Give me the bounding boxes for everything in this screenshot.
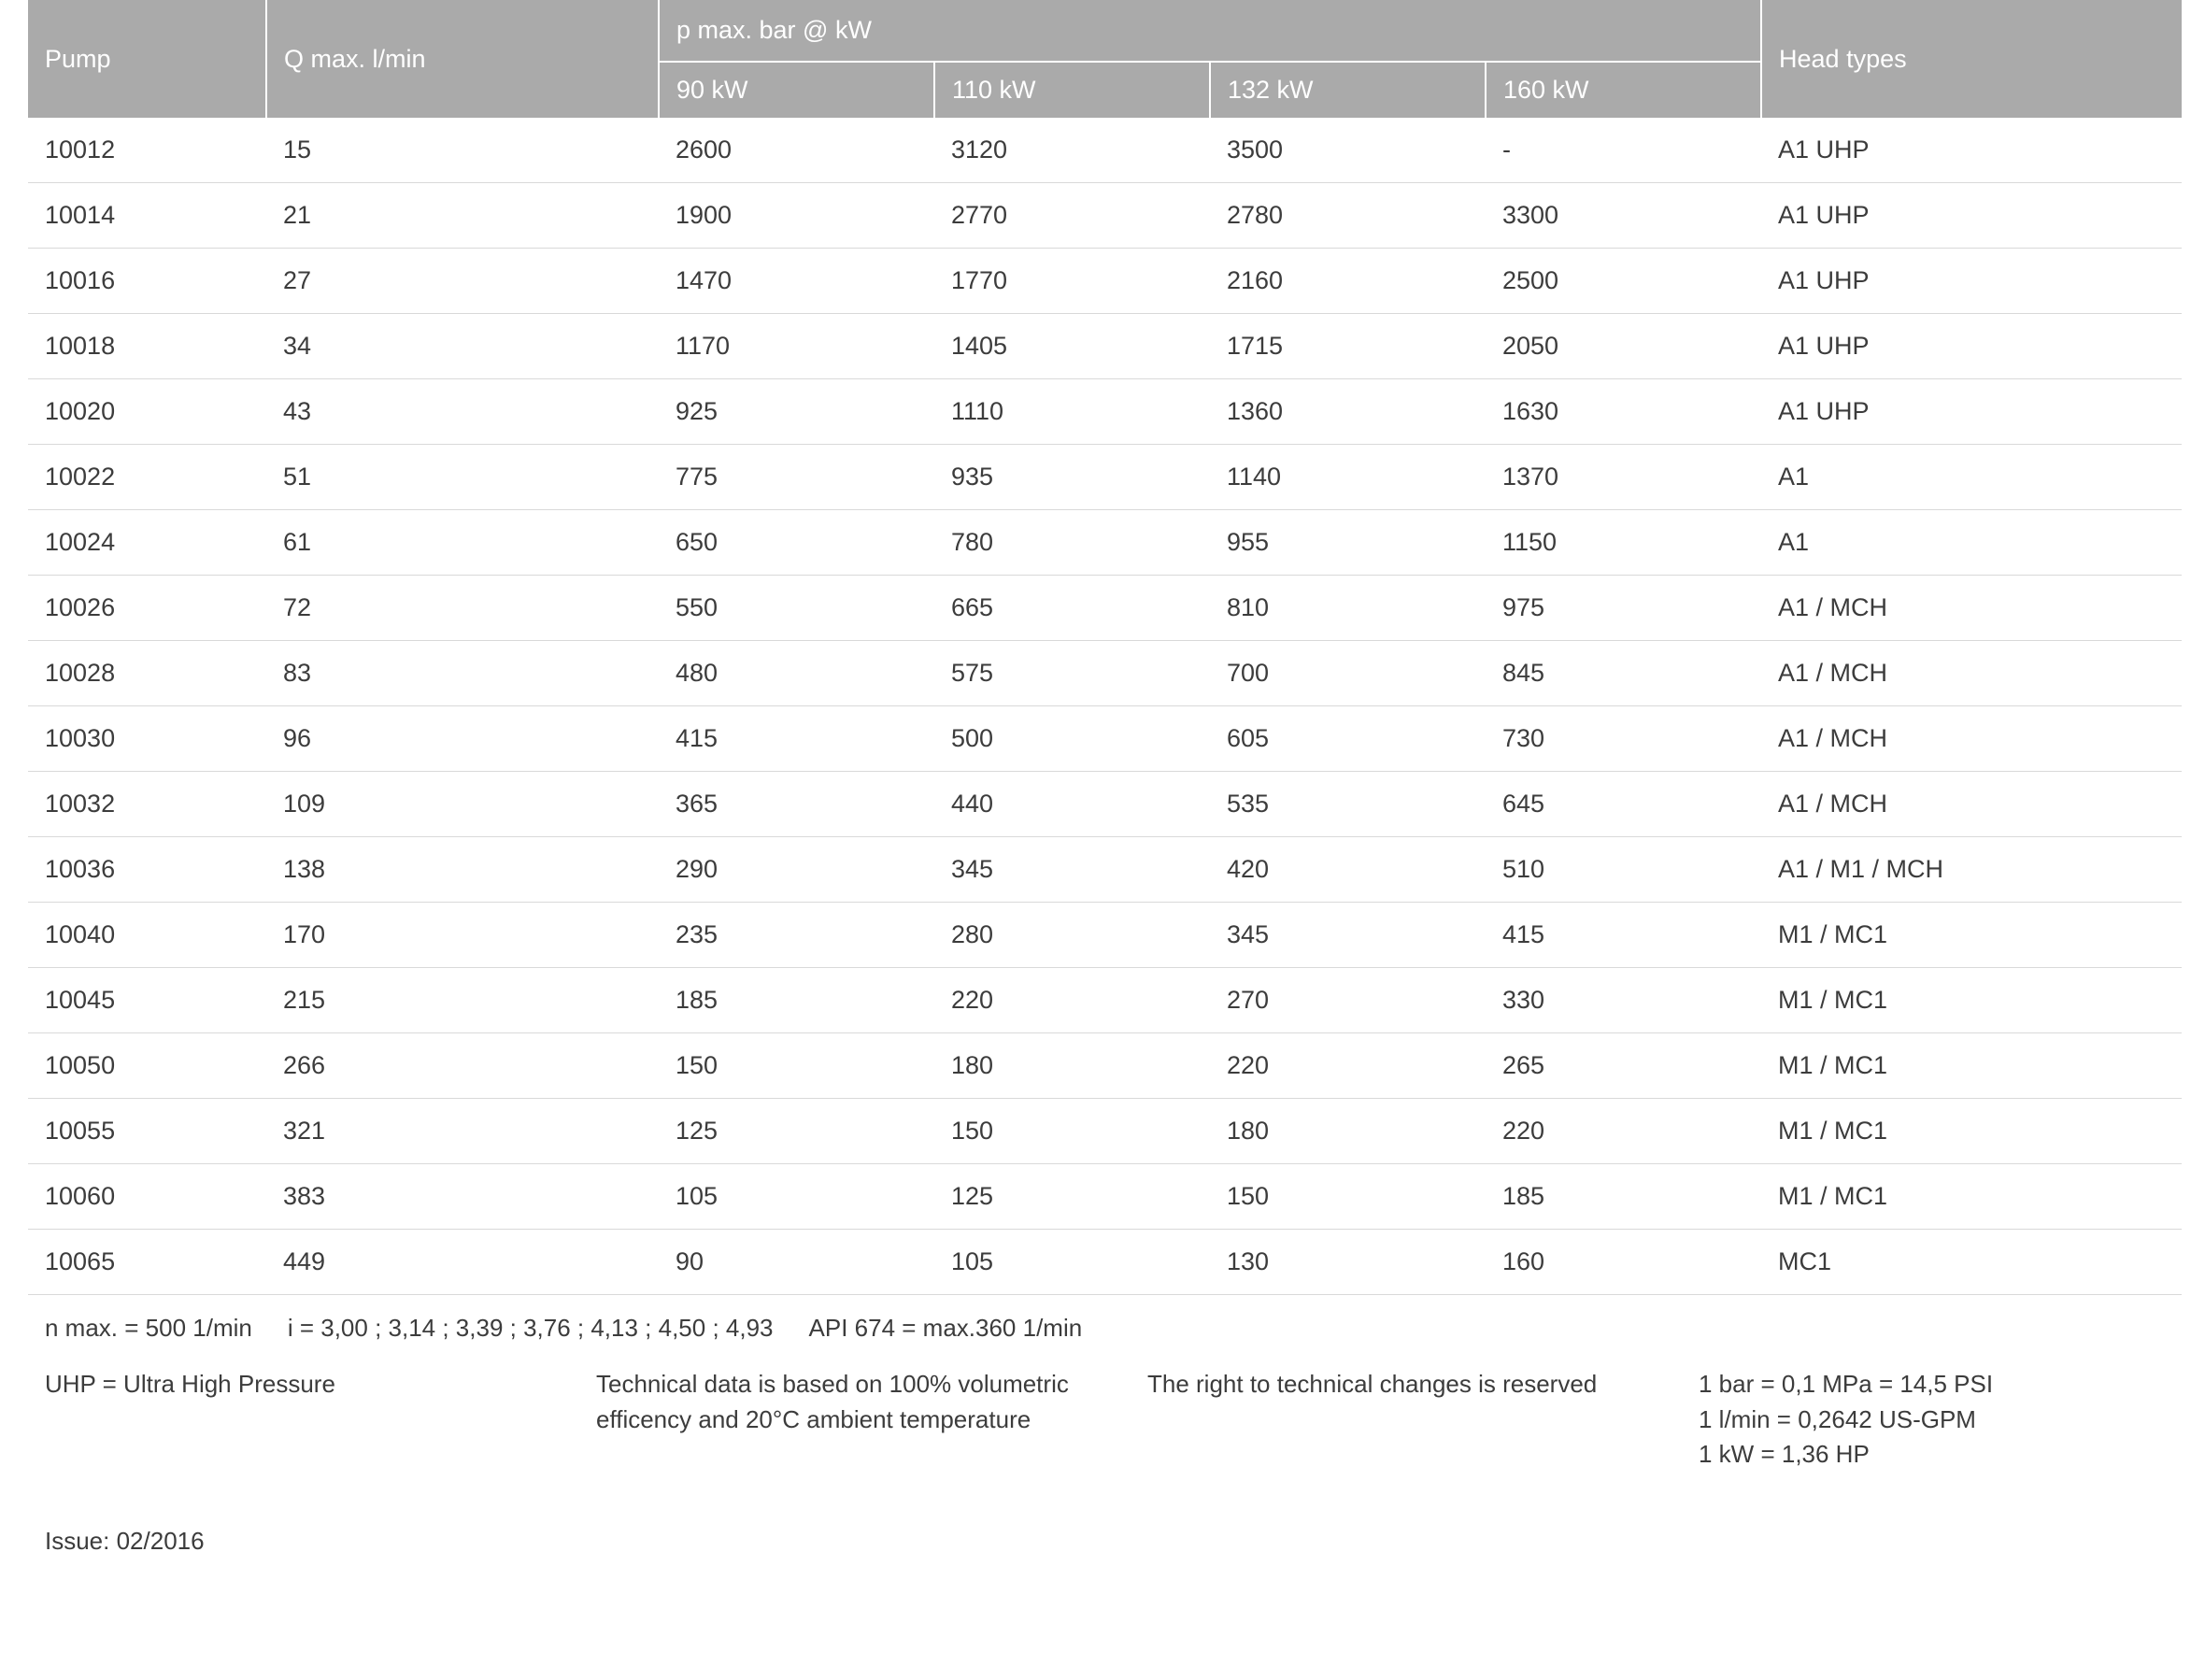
cell-110kw: 575 [934, 641, 1210, 706]
column-header-110kw: 110 kW [934, 62, 1210, 118]
cell-90kw: 290 [659, 837, 934, 903]
cell-160kw: 220 [1486, 1099, 1761, 1164]
cell-90kw: 1170 [659, 314, 934, 379]
cell-head-types: A1 UHP [1761, 379, 2182, 445]
table-row [28, 249, 2182, 314]
table-row [28, 1230, 2182, 1295]
cell-pump: 10036 [28, 837, 266, 903]
note-nmax: n max. = 500 1/min [45, 1314, 252, 1342]
cell-pump: 10060 [28, 1164, 266, 1230]
footer-col-rights [1147, 1367, 1699, 1473]
cell-head-types: A1 / MCH [1761, 576, 2182, 641]
note-technical-data: Technical data is based on 100% volumetric efficency and 20°C ambient temperature [596, 1370, 1069, 1433]
cell-160kw: 330 [1486, 968, 1761, 1033]
cell-pump: 10012 [28, 118, 266, 183]
issue-date: Issue: 02/2016 [45, 1527, 205, 1556]
cell-110kw: 500 [934, 706, 1210, 772]
cell-pump: 10020 [28, 379, 266, 445]
cell-90kw: 90 [659, 1230, 934, 1295]
cell-90kw: 650 [659, 510, 934, 576]
cell-90kw: 480 [659, 641, 934, 706]
cell-qmax: 266 [266, 1033, 659, 1099]
cell-pump: 10028 [28, 641, 266, 706]
cell-132kw: 270 [1210, 968, 1486, 1033]
table-row [28, 1033, 2182, 1099]
cell-160kw: 845 [1486, 641, 1761, 706]
cell-132kw: 955 [1210, 510, 1486, 576]
cell-qmax: 51 [266, 445, 659, 510]
cell-132kw: 1140 [1210, 445, 1486, 510]
cell-qmax: 61 [266, 510, 659, 576]
table-row [28, 968, 2182, 1033]
footer-col-conversions [1699, 1367, 2166, 1473]
cell-head-types: A1 / MCH [1761, 641, 2182, 706]
column-header-pump: Pump [28, 0, 266, 118]
cell-160kw: 3300 [1486, 183, 1761, 249]
cell-90kw: 105 [659, 1164, 934, 1230]
table-body [28, 118, 2182, 1295]
table-row [28, 1099, 2182, 1164]
table-row [28, 837, 2182, 903]
note-api: API 674 = max.360 1/min [808, 1314, 1083, 1342]
cell-110kw: 1770 [934, 249, 1210, 314]
cell-132kw: 150 [1210, 1164, 1486, 1230]
cell-qmax: 83 [266, 641, 659, 706]
cell-90kw: 365 [659, 772, 934, 837]
cell-pump: 10024 [28, 510, 266, 576]
cell-head-types: A1 / MCH [1761, 772, 2182, 837]
table-row [28, 641, 2182, 706]
cell-110kw: 105 [934, 1230, 1210, 1295]
cell-qmax: 170 [266, 903, 659, 968]
cell-qmax: 43 [266, 379, 659, 445]
cell-head-types: M1 / MC1 [1761, 1033, 2182, 1099]
cell-160kw: - [1486, 118, 1761, 183]
cell-160kw: 2050 [1486, 314, 1761, 379]
cell-head-types: A1 / M1 / MCH [1761, 837, 2182, 903]
cell-110kw: 780 [934, 510, 1210, 576]
footer-col-technical-data [596, 1367, 1147, 1473]
cell-160kw: 645 [1486, 772, 1761, 837]
cell-132kw: 810 [1210, 576, 1486, 641]
cell-110kw: 280 [934, 903, 1210, 968]
cell-pump: 10018 [28, 314, 266, 379]
cell-110kw: 125 [934, 1164, 1210, 1230]
table-header-row-primary [28, 0, 2182, 62]
cell-160kw: 730 [1486, 706, 1761, 772]
cell-head-types: M1 / MC1 [1761, 968, 2182, 1033]
cell-160kw: 510 [1486, 837, 1761, 903]
cell-qmax: 21 [266, 183, 659, 249]
cell-qmax: 27 [266, 249, 659, 314]
cell-132kw: 2160 [1210, 249, 1486, 314]
cell-pump: 10050 [28, 1033, 266, 1099]
cell-90kw: 775 [659, 445, 934, 510]
cell-head-types: M1 / MC1 [1761, 903, 2182, 968]
cell-160kw: 185 [1486, 1164, 1761, 1230]
cell-90kw: 1900 [659, 183, 934, 249]
note-uhp: UHP = Ultra High Pressure [45, 1370, 335, 1398]
cell-160kw: 160 [1486, 1230, 1761, 1295]
cell-90kw: 235 [659, 903, 934, 968]
cell-110kw: 220 [934, 968, 1210, 1033]
cell-110kw: 1110 [934, 379, 1210, 445]
column-header-90kw: 90 kW [659, 62, 934, 118]
cell-160kw: 2500 [1486, 249, 1761, 314]
cell-head-types: A1 [1761, 510, 2182, 576]
table-row [28, 118, 2182, 183]
cell-90kw: 550 [659, 576, 934, 641]
pump-specification-table [28, 0, 2182, 1295]
cell-head-types: M1 / MC1 [1761, 1099, 2182, 1164]
table-row [28, 576, 2182, 641]
cell-132kw: 2780 [1210, 183, 1486, 249]
cell-pump: 10016 [28, 249, 266, 314]
cell-132kw: 605 [1210, 706, 1486, 772]
cell-110kw: 3120 [934, 118, 1210, 183]
cell-pump: 10022 [28, 445, 266, 510]
cell-head-types: MC1 [1761, 1230, 2182, 1295]
note-ratios: i = 3,00 ; 3,14 ; 3,39 ; 3,76 ; 4,13 ; 4,50 ; 4,93 [287, 1314, 774, 1342]
cell-90kw: 1470 [659, 249, 934, 314]
note-conv-kw: 1 kW = 1,36 HP [1699, 1440, 1870, 1469]
cell-qmax: 383 [266, 1164, 659, 1230]
cell-pump: 10055 [28, 1099, 266, 1164]
table-row [28, 379, 2182, 445]
cell-head-types: A1 UHP [1761, 183, 2182, 249]
cell-pump: 10065 [28, 1230, 266, 1295]
cell-pump: 10026 [28, 576, 266, 641]
column-header-head-types: Head types [1761, 0, 2182, 118]
note-conv-bar: 1 bar = 0,1 MPa = 14,5 PSI [1699, 1370, 1994, 1398]
cell-132kw: 220 [1210, 1033, 1486, 1099]
cell-qmax: 321 [266, 1099, 659, 1164]
cell-110kw: 345 [934, 837, 1210, 903]
cell-head-types: A1 UHP [1761, 249, 2182, 314]
column-header-132kw: 132 kW [1210, 62, 1486, 118]
cell-pump: 10032 [28, 772, 266, 837]
cell-160kw: 1370 [1486, 445, 1761, 510]
cell-pump: 10014 [28, 183, 266, 249]
cell-90kw: 185 [659, 968, 934, 1033]
cell-qmax: 72 [266, 576, 659, 641]
table-row [28, 1164, 2182, 1230]
column-header-pmax: p max. bar @ kW [659, 0, 1761, 62]
cell-132kw: 535 [1210, 772, 1486, 837]
cell-pump: 10045 [28, 968, 266, 1033]
table-row [28, 314, 2182, 379]
cell-qmax: 109 [266, 772, 659, 837]
cell-90kw: 150 [659, 1033, 934, 1099]
cell-head-types: A1 UHP [1761, 118, 2182, 183]
cell-132kw: 1360 [1210, 379, 1486, 445]
cell-qmax: 15 [266, 118, 659, 183]
cell-90kw: 415 [659, 706, 934, 772]
cell-pump: 10030 [28, 706, 266, 772]
cell-110kw: 1405 [934, 314, 1210, 379]
cell-110kw: 150 [934, 1099, 1210, 1164]
cell-110kw: 665 [934, 576, 1210, 641]
cell-160kw: 1150 [1486, 510, 1761, 576]
column-header-160kw: 160 kW [1486, 62, 1761, 118]
cell-132kw: 1715 [1210, 314, 1486, 379]
cell-pump: 10040 [28, 903, 266, 968]
cell-132kw: 345 [1210, 903, 1486, 968]
footer-notes [28, 1346, 2177, 1473]
cell-qmax: 449 [266, 1230, 659, 1295]
cell-132kw: 3500 [1210, 118, 1486, 183]
note-conv-lmin: 1 l/min = 0,2642 US-GPM [1699, 1404, 1976, 1433]
note-rights: The right to technical changes is reserved [1147, 1370, 1598, 1398]
cell-head-types: A1 [1761, 445, 2182, 510]
footer-col-uhp [45, 1367, 596, 1473]
cell-90kw: 2600 [659, 118, 934, 183]
cell-160kw: 975 [1486, 576, 1761, 641]
table-row [28, 510, 2182, 576]
table-row [28, 903, 2182, 968]
cell-160kw: 1630 [1486, 379, 1761, 445]
cell-132kw: 700 [1210, 641, 1486, 706]
cell-160kw: 415 [1486, 903, 1761, 968]
cell-qmax: 215 [266, 968, 659, 1033]
table-row [28, 183, 2182, 249]
table-row [28, 706, 2182, 772]
table-header [28, 0, 2182, 118]
cell-132kw: 180 [1210, 1099, 1486, 1164]
cell-head-types: A1 UHP [1761, 314, 2182, 379]
cell-qmax: 138 [266, 837, 659, 903]
cell-head-types: A1 / MCH [1761, 706, 2182, 772]
column-header-qmax: Q max. l/min [266, 0, 659, 118]
cell-90kw: 925 [659, 379, 934, 445]
cell-qmax: 96 [266, 706, 659, 772]
cell-110kw: 180 [934, 1033, 1210, 1099]
cell-110kw: 2770 [934, 183, 1210, 249]
table-footnote-line [28, 1295, 2177, 1346]
cell-qmax: 34 [266, 314, 659, 379]
cell-160kw: 265 [1486, 1033, 1761, 1099]
cell-110kw: 440 [934, 772, 1210, 837]
cell-110kw: 935 [934, 445, 1210, 510]
table-row [28, 445, 2182, 510]
table-row [28, 772, 2182, 837]
cell-90kw: 125 [659, 1099, 934, 1164]
cell-132kw: 130 [1210, 1230, 1486, 1295]
cell-132kw: 420 [1210, 837, 1486, 903]
cell-head-types: M1 / MC1 [1761, 1164, 2182, 1230]
